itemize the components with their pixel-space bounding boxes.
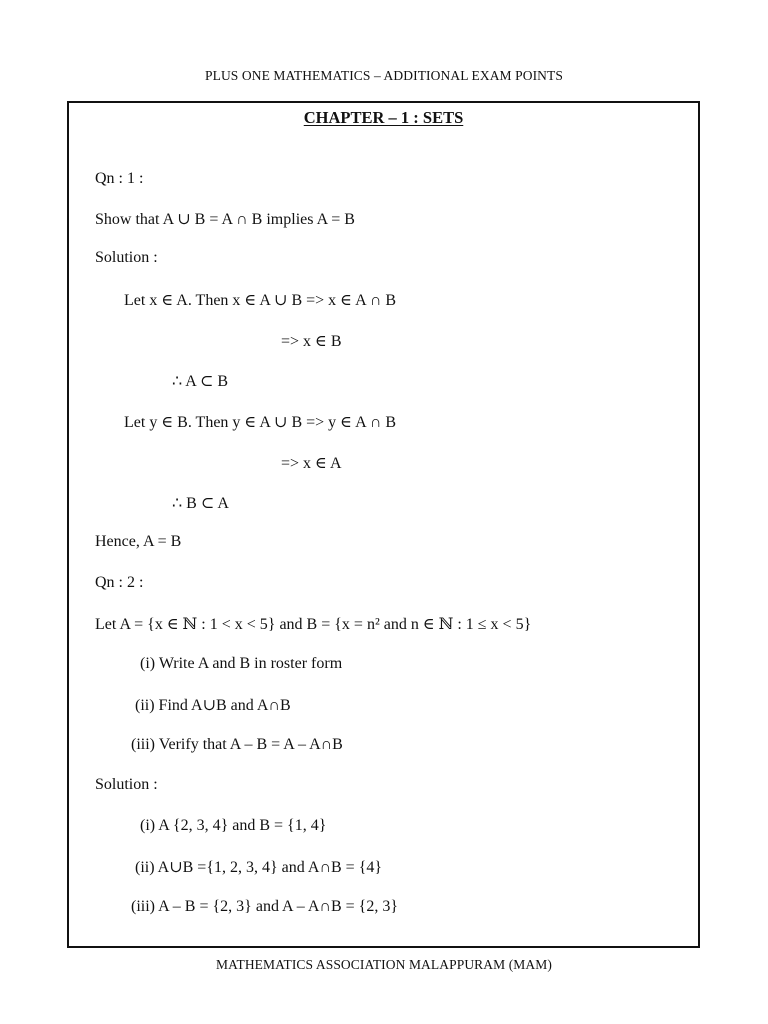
- solution1-line5: => x ∈ A: [281, 455, 342, 472]
- solution1-line3: ∴ A ⊂ B: [172, 373, 229, 390]
- solution1-line2: => x ∈ B: [281, 333, 342, 350]
- solution2-label: Solution :: [95, 776, 158, 793]
- solution1-label: Solution :: [95, 249, 158, 266]
- q2-label: Qn : 2 :: [95, 574, 144, 591]
- solution1-line1: Let x ∈ A. Then x ∈ A ∪ B => x ∈ A ∩ B: [124, 292, 397, 309]
- solution1-conclusion: Hence, A = B: [95, 533, 182, 550]
- solution2-part1: (i) A {2, 3, 4} and B = {1, 4}: [140, 817, 327, 834]
- q2-part3: (iii) Verify that A – B = A – A∩B: [131, 736, 343, 753]
- chapter-title: CHAPTER – 1 : SETS: [303, 108, 464, 127]
- page-header: PLUS ONE MATHEMATICS – ADDITIONAL EXAM POINTS: [204, 68, 563, 83]
- solution1-line6: ∴ B ⊂ A: [172, 495, 229, 512]
- solution2-part3: (iii) A – B = {2, 3} and A – A∩B = {2, 3}: [131, 898, 399, 915]
- q2-statement: Let A = {x ∈ ℕ : 1 < x < 5} and B = {x = n² and n ∈ ℕ : 1 ≤ x < 5}: [95, 616, 532, 633]
- content-frame: [67, 101, 700, 948]
- q1-label: Qn : 1 :: [95, 170, 144, 187]
- solution1-line4: Let y ∈ B. Then y ∈ A ∪ B => y ∈ A ∩ B: [124, 414, 397, 431]
- q2-part2: (ii) Find A∪B and A∩B: [135, 697, 291, 714]
- solution2-part2: (ii) A∪B ={1, 2, 3, 4} and A∩B = {4}: [135, 859, 383, 876]
- q1-statement: Show that A ∪ B = A ∩ B implies A = B: [95, 211, 355, 228]
- page-footer: MATHEMATICS ASSOCIATION MALAPPURAM (MAM): [216, 957, 552, 972]
- q2-part1: (i) Write A and B in roster form: [140, 655, 343, 672]
